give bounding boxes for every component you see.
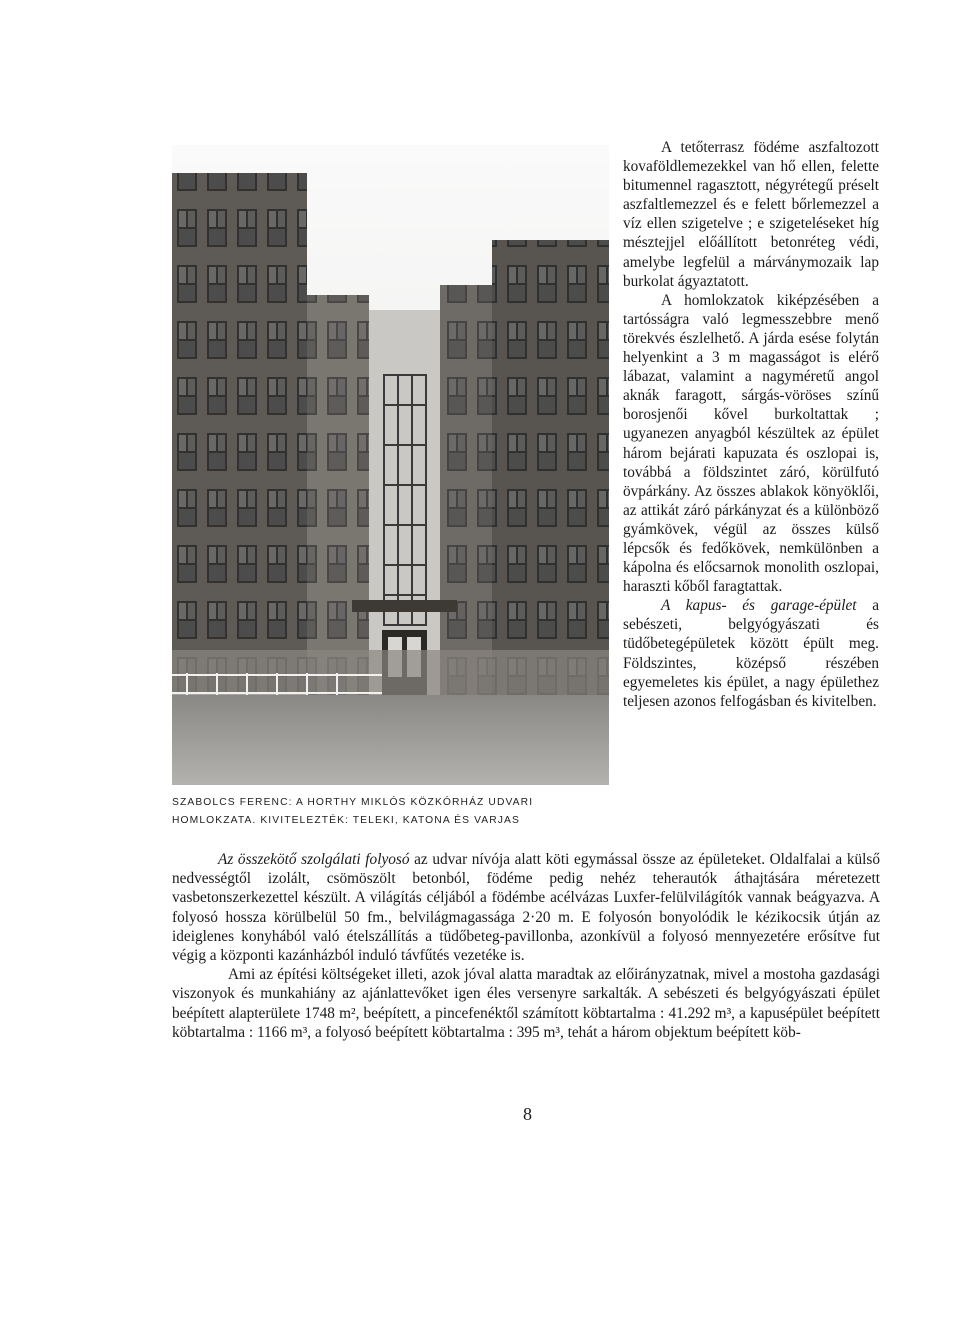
column-paragraph-2: A homlokzatok kiképzésében a tartósságra való legmesszebbre menő törekvés észlelhető. A járda esése folytán helyenkint a 3 m magasságot is elérő lábazat, valamint a nagyméretű angol aknák faragott, sárgás-vöröses színű borosjenői kővel burkoltattak ; ugyanezen anyagból készültek az épület három bejárati kapuzata és oszlopai is, továbbá a földszintet záró, körülfutó övpárkány. Az összes ablakok könyöklői, az attikát záró párkányzat és a különböző gyámkövek, végül az összes külső lépcsők és fedőkövek, nemkülönben a kápolna és előcsarnok monolith oszlopai, haraszti kőből faragtattak. bbox=[623, 291, 879, 596]
caption-line-1: SZABOLCS FERENC: A HORTHY MIKLÓS KÖZKÓRHÁZ UDVARI bbox=[172, 797, 534, 808]
full-paragraph-1-italic: Az összekötő szolgálati folyosó bbox=[218, 851, 410, 868]
right-text-column bbox=[623, 138, 879, 711]
column-paragraph-3-text: a sebészeti, belgyógyászati és tüdőbetegépületek között épült meg. Földszintes, középső részében egyemeletes kis épület, a nagy épülethez teljesen azonos felfogásban és kivitelben. bbox=[623, 597, 879, 710]
full-paragraph-1 bbox=[172, 850, 880, 965]
caption-line-2: HOMLOKZATA. KIVITELEZTÉK: TELEKI, KATONA ÉS VARJAS bbox=[172, 815, 520, 826]
building-photo bbox=[172, 145, 609, 785]
photo-caption bbox=[172, 794, 612, 830]
full-width-text bbox=[172, 850, 880, 1042]
column-paragraph-1: A tetőterrasz födéme aszfaltozott kovaföldlemezekkel van hő ellen, felette bitumennel ragasztott, négyrétegű préselt aszfaltlemezzel és e felett bőrlemezzel a víz ellen szigetelve ; e szigeteléseket híg mésztejjel előállított betonréteg védi, amelybe legfelül a márványmozaik lap burkolat ágyaztatott. bbox=[623, 139, 879, 290]
page-number: 8 bbox=[523, 1104, 532, 1124]
full-paragraph-2: Ami az építési költségeket illeti, azok jóval alatta maradtak az előirányzatnak, mivel a mostoha gazdasági viszonyok és munkahiány az ajánlattevőket igen éles versenyre sarkalták. A sebészeti és belgyógyászati épület beépített alapterülete 1748 m², beépített, a pincefenéktől számított köbtartalma : 41.292 m³, a kapusépület beépített köbtartalma : 1166 m³, a folyosó beépített köbtartalma : 395 m³, tehát a három objektum beépített köb- bbox=[172, 966, 880, 1041]
full-paragraph-1-text: az udvar nívója alatt köti egymással össze az épületeket. Oldalfalai a külső nedvességtől izolált, csömöszölt betonból, födéme pedig nehéz teherautók áthajtására méretezett vasbetonszerkezettel készült. A világítás céljából a födémbe acélvázas Luxfer-felülvilágítók vannak beágyazva. A folyosó hossza körülbelül 50 fm., belvilágmagassága 2·20 m. E folyosón bonyolódik le kézikocsik útján az ideiglenes konyhából való ételszállítás a tüdőbeteg-pavillonba, azonkívül a folyosó mennyezetére erősítve fut végig a központi kazánházból induló távfűtés vezetéke is. bbox=[172, 851, 880, 965]
building-photo-icon bbox=[172, 145, 609, 785]
column-paragraph-3-italic: A kapus- és garage-épület bbox=[661, 597, 857, 615]
column-paragraph-3 bbox=[623, 596, 879, 711]
